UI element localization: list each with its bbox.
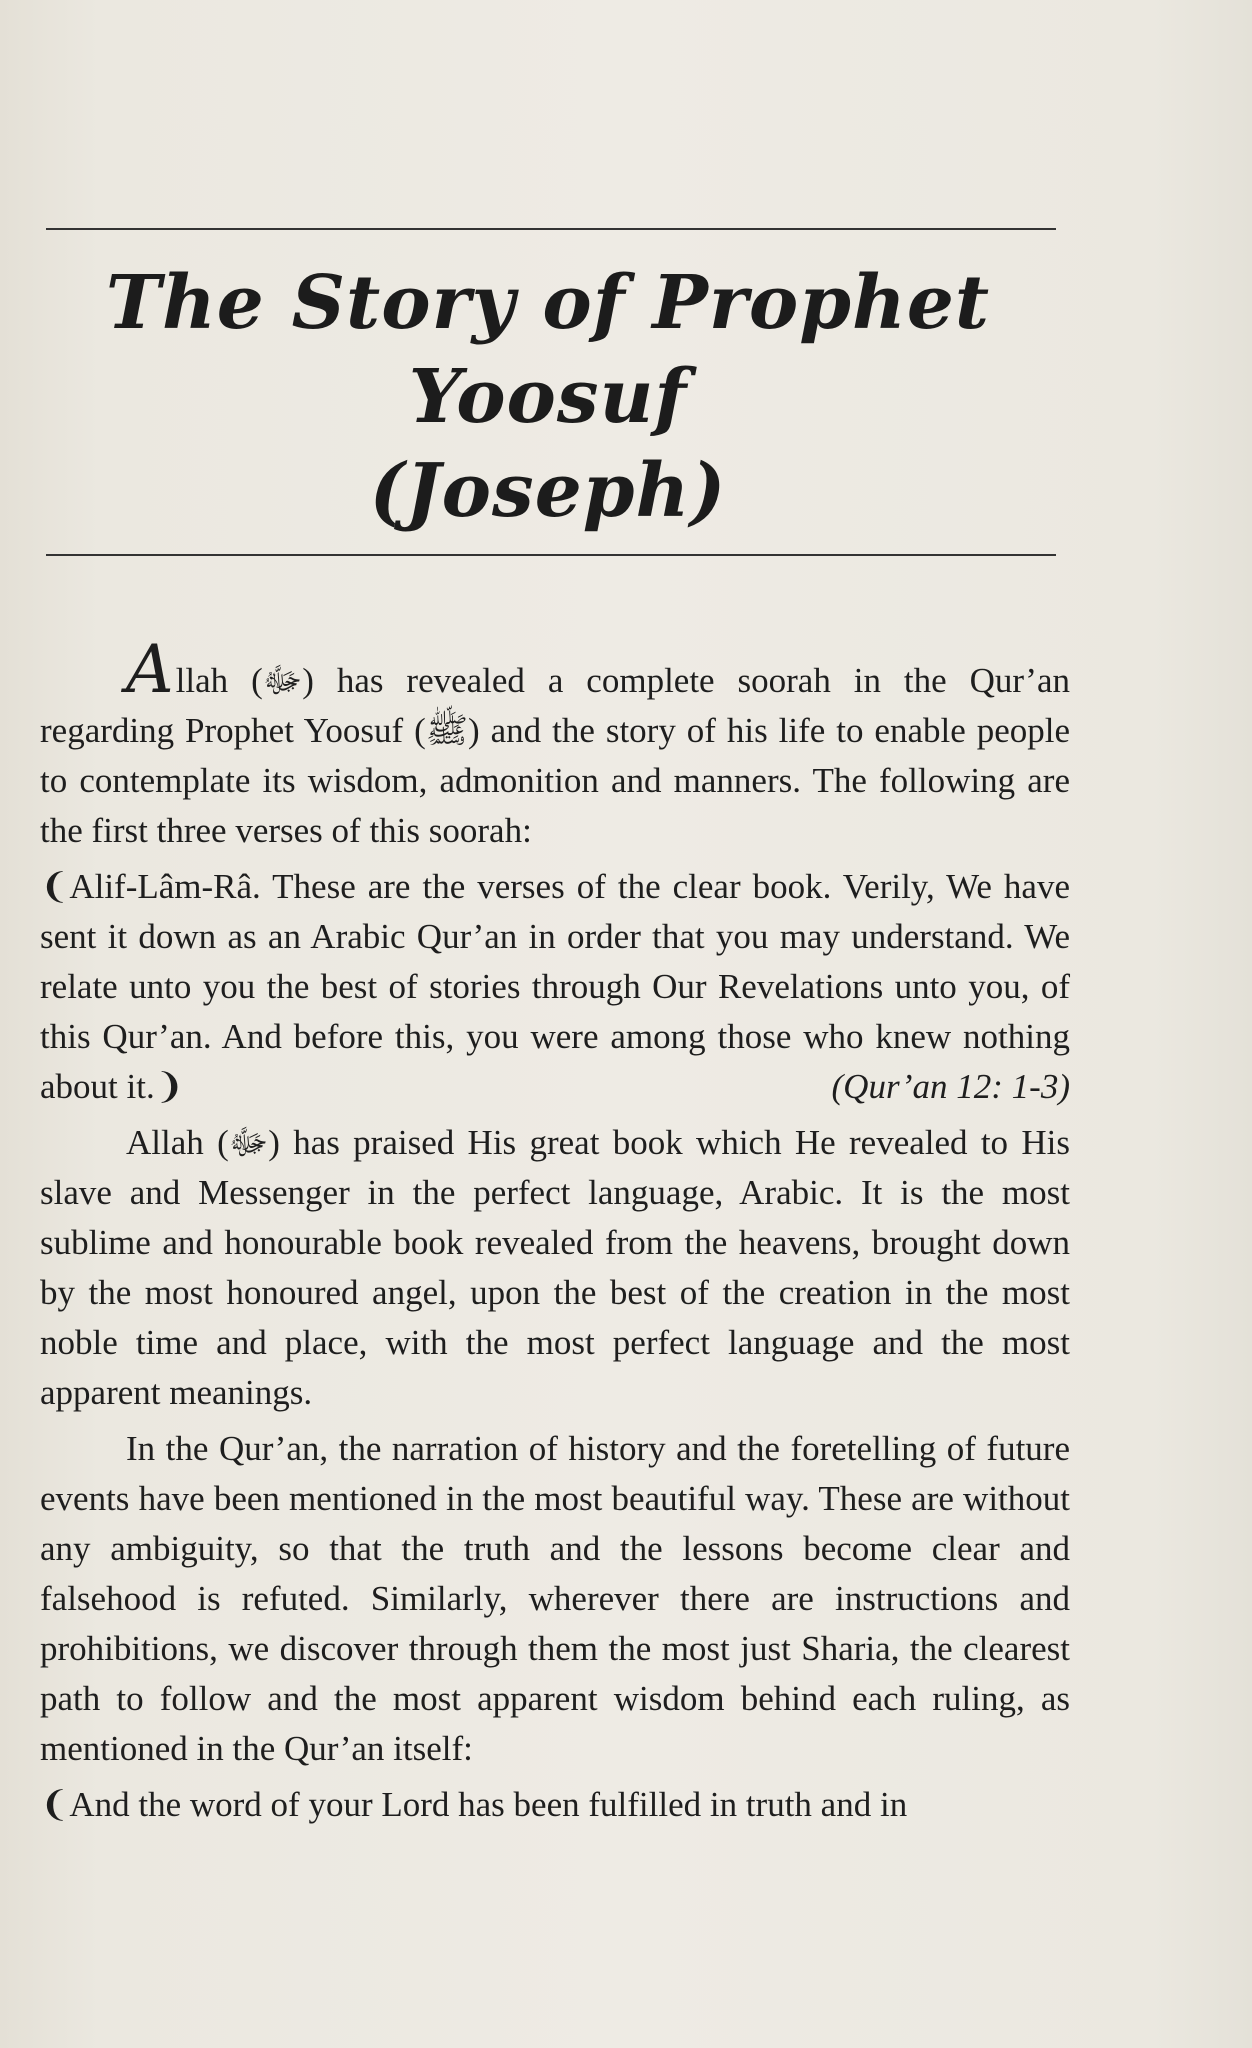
paragraph-1 (40, 631, 1071, 856)
bottom-rule (46, 554, 1056, 556)
top-rule (46, 228, 1056, 230)
quote-1-text: ❨Alif-Lâm-Râ. These are the verses of the clear book. Verily, We have sent it down as an Arabic Qur’an in order that you may understand. We relate unto you the best of stories through Our Revelations unto you, of this Qur’an. And before this, you were among those who knew nothing about it.❩ (40, 867, 1070, 1106)
chapter-title (40, 256, 1056, 538)
title-line-1: The Story of Prophet Yoosuf (105, 260, 991, 440)
quote-1-reference: (Qur’an 12: 1-3) (831, 1067, 1070, 1106)
paragraph-2: Allah (ﷻ) has praised His great book which He revealed to His slave and Messenger in the perfect language, Arabic. It is the most sublime and honourable book revealed from the heavens, brought down by the most honoured angel, upon the best of the creation in the most noble time and place, with the most perfect language and the most apparent meanings. (40, 1123, 1070, 1412)
quran-quote-2: ❨And the word of your Lord has been fulfilled in truth and in (40, 1785, 908, 1824)
paragraph-3: In the Qur’an, the narration of history and the foretelling of future events have been mentioned in the most beautiful way. These are without any ambiguity, so that the truth and the lessons become clear and falsehood is refuted. Similarly, wherever there are instructions and prohibitions, we discover through them the most just Sharia, the clearest path to follow and the most apparent wisdom behind each ruling, as mentioned in the Qur’an itself: (40, 1429, 1070, 1768)
page-body (40, 631, 1071, 1830)
title-line-2: (Joseph) (369, 448, 727, 534)
chapter-heading (40, 228, 1056, 556)
quran-quote-1 (40, 862, 1070, 1112)
drop-cap: A (126, 631, 174, 708)
paragraph-1-text: llah (ﷻ) has revealed a complete soorah in the Qur’an regarding Prophet Yoosuf (ﷺ) and the story of his life to enable people to contemplate its wisdom, admonition and manners. The following are the first three verses of this soorah: (40, 661, 1071, 850)
